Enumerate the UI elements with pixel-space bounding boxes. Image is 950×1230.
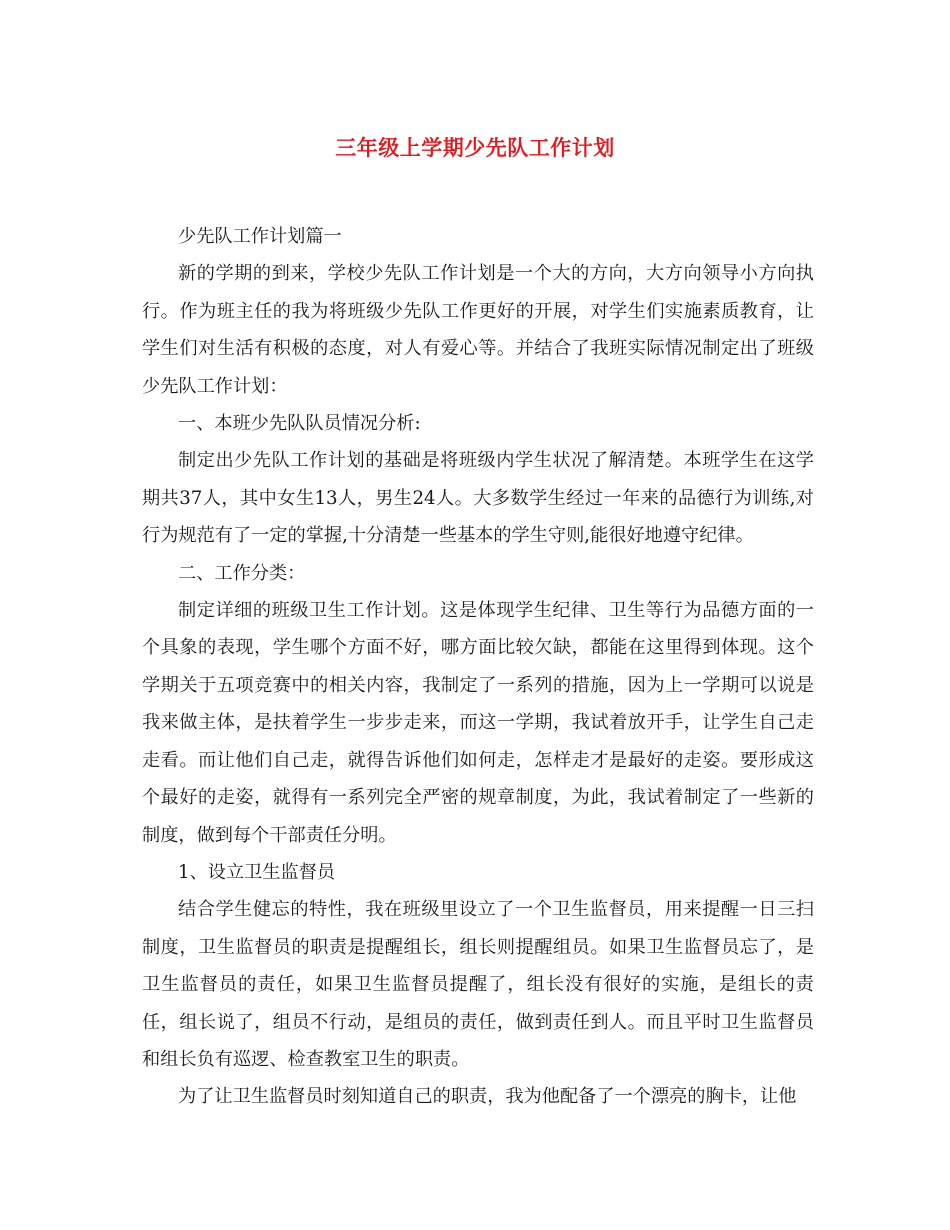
body-paragraph: 新的学期的到来，学校少先队工作计划是一个大的方向，大方向领导小方向执行。作为班主任的我为将班级少先队工作更好的开展，对学生们实施素质教育，让学生们对生活有积极的态度，对人有爱心等。并结合了我班实际情况制定出了班级少先队工作计划： (142, 263, 814, 397)
document-title: 三年级上学期少先队工作计划 (335, 135, 615, 160)
body-paragraph: 制定详细的班级卫生工作计划。这是体现学生纪律、卫生等行为品德方面的一个具象的表现，学生哪个方面不好，哪方面比较欠缺，都能在这里得到体现。这个学期关于五项竞赛中的相关内容，我制定了一系列的措施，因为上一学期可以说是我来做主体，是扶着学生一步步走来，而这一学期，我试着放开手，让学生自己走走看。而让他们自己走，就得告诉他们如何走，怎样走才是最好的走姿。要形成这个最好的走姿，就得有一系列完全严密的规章制度，为此，我试着制定了一些新的制度，做到每个干部责任分明。 (142, 600, 814, 846)
section-heading: 二、工作分类： (178, 562, 306, 584)
body-paragraph: 结合学生健忘的特性，我在班级里设立了一个卫生监督员，用来提醒一日三扫制度，卫生监督员的职责是提醒组长，组长则提醒组员。如果卫生监督员忘了，是卫生监督员的责任，如果卫生监督员提醒了，组长没有很好的实施，是组长的责任，组长说了，组员不行动，是组员的责任，做到责任到人。而且平时卫生监督员和组长负有巡逻、检查教室卫生的职责。 (142, 899, 814, 1070)
section-heading: 一、本班少先队队员情况分析: (178, 413, 421, 435)
subsection-heading: 1、设立卫生监督员 (178, 861, 336, 883)
document-body (142, 218, 814, 1116)
section-heading: 少先队工作计划篇一 (178, 226, 342, 247)
body-paragraph: 为了让卫生监督员时刻知道自己的职责，我为他配备了一个漂亮的胸卡，让他 (178, 1086, 797, 1108)
body-paragraph: 制定出少先队工作计划的基础是将班级内学生状况了解清楚。本班学生在这学期共37人，其中女生13人，男生24人。大多数学生经过一年来的品德行为训练,对行为规范有了一定的掌握,十分清楚一些基本的学生守则,能很好地遵守纪律。 (142, 450, 814, 547)
